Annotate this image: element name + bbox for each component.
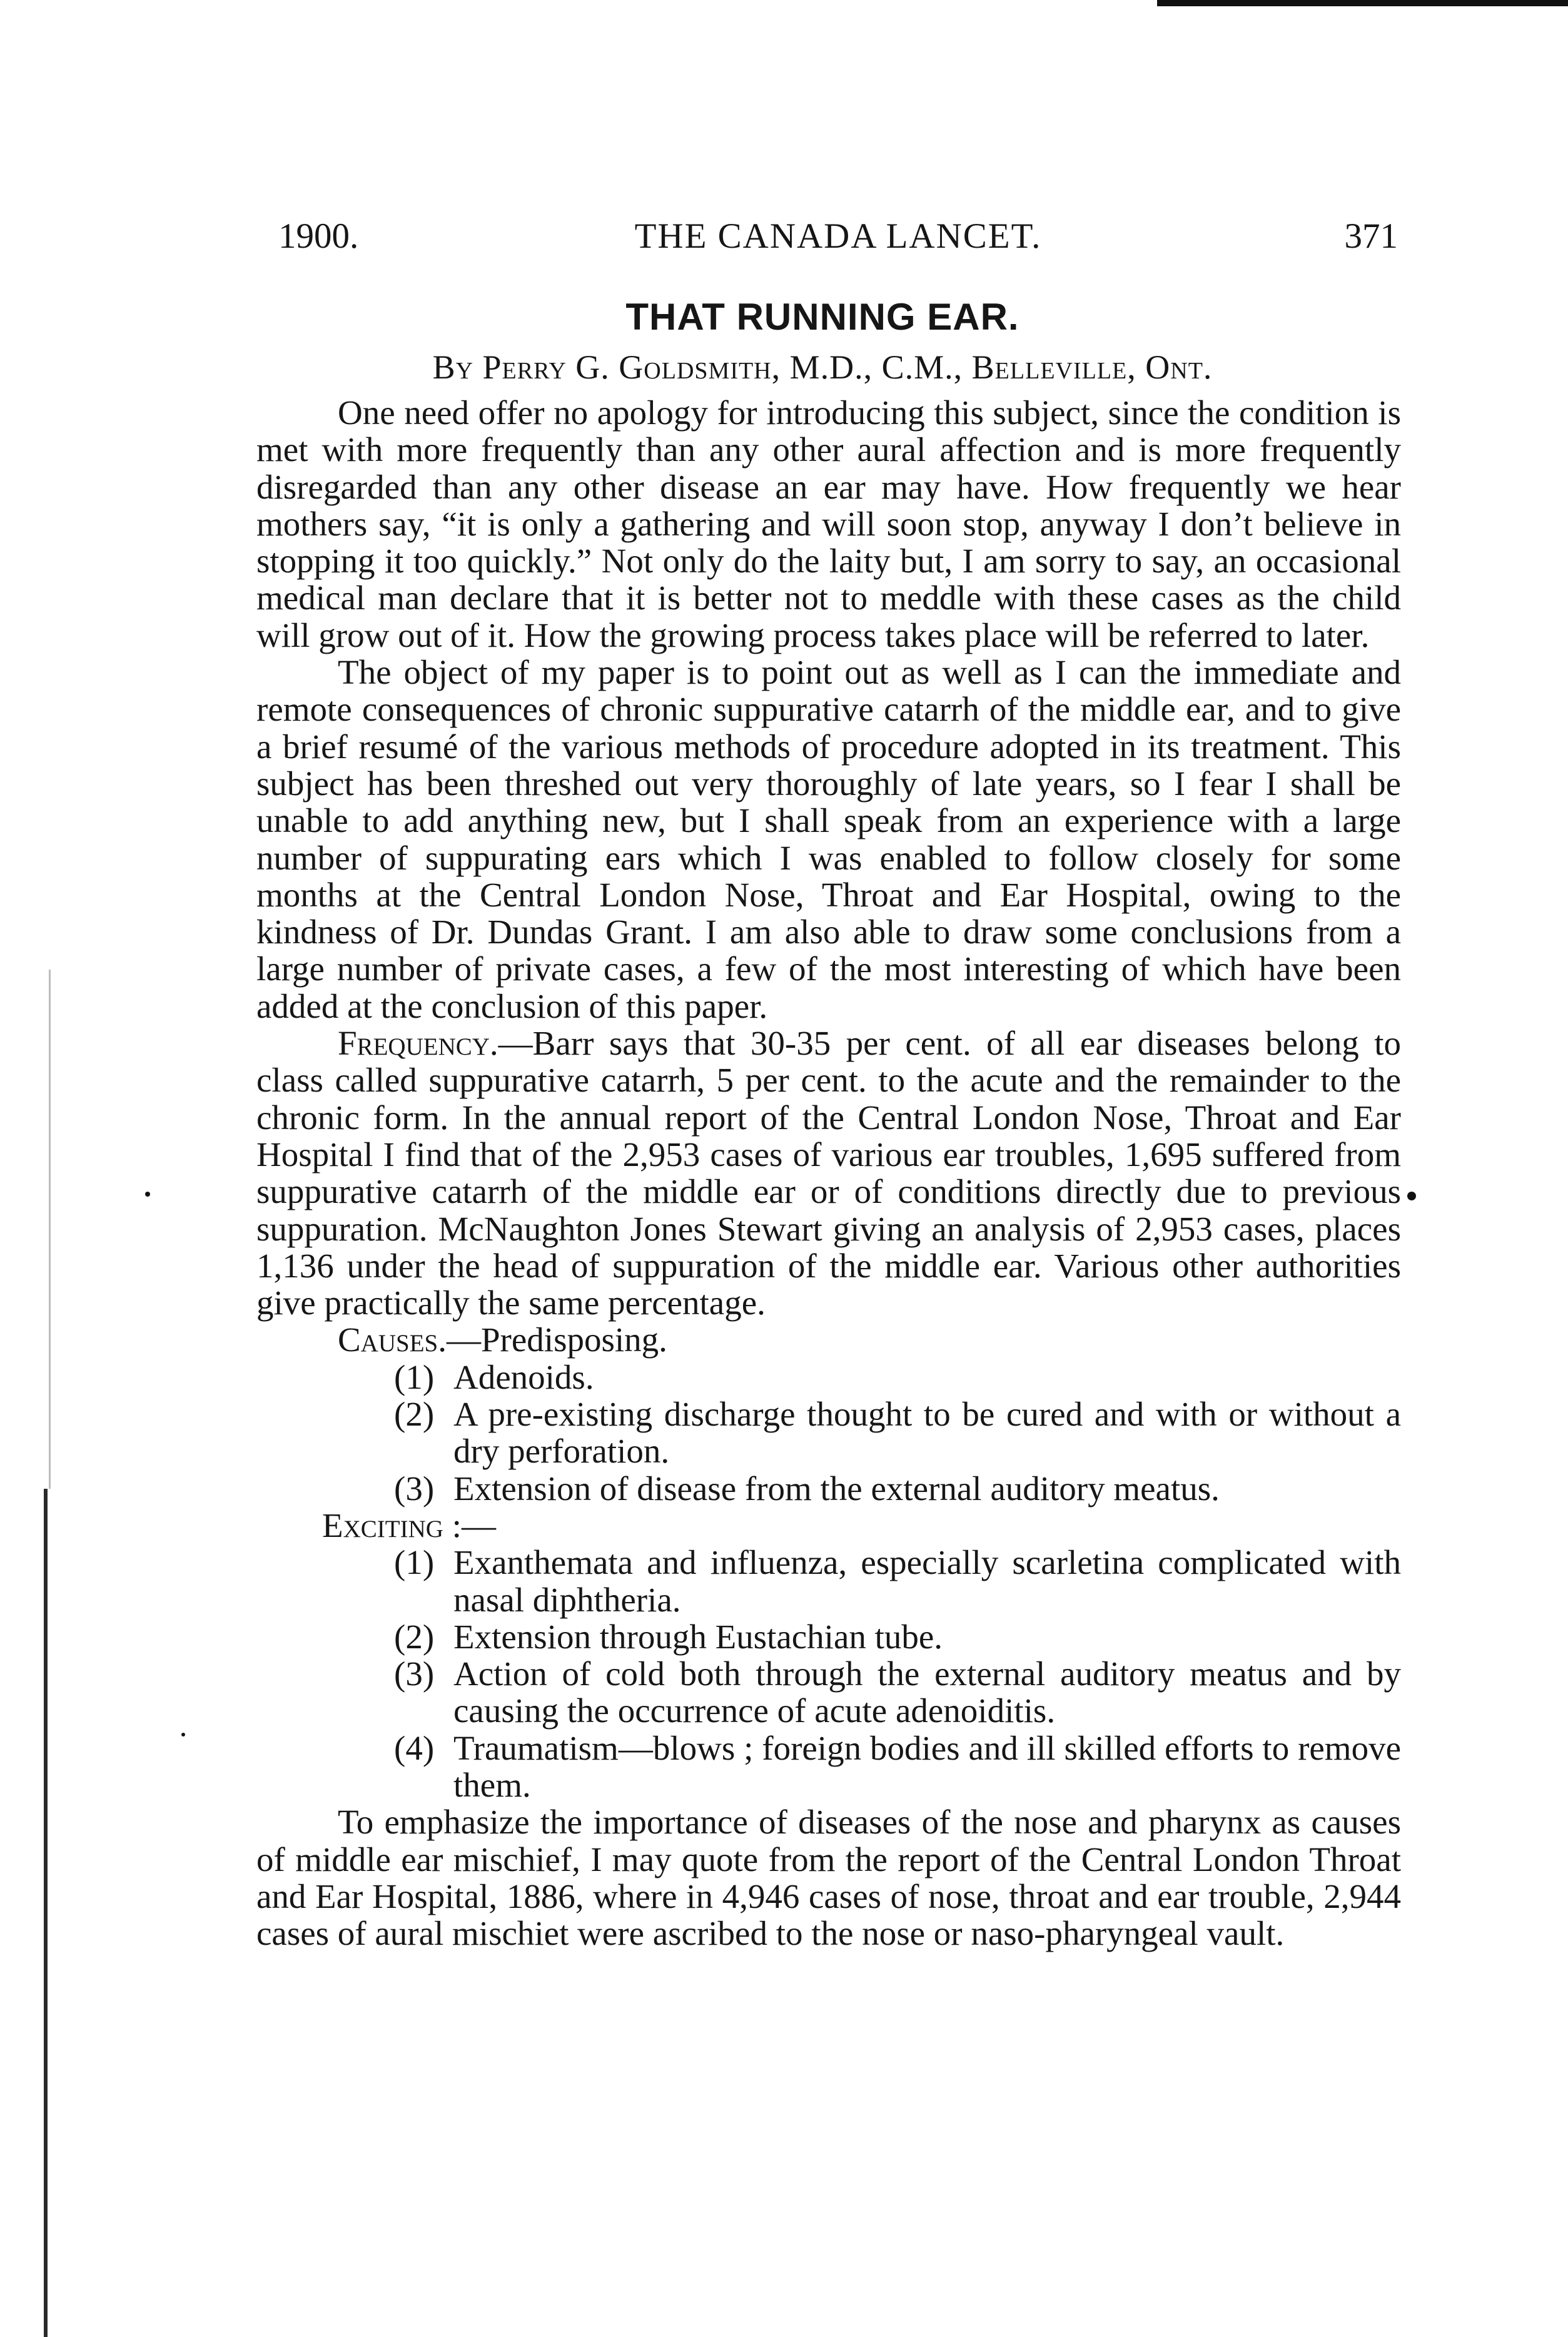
list-number: (2) bbox=[394, 1395, 435, 1434]
list-number: (3) bbox=[394, 1655, 435, 1693]
exciting-heading-line bbox=[256, 1507, 1401, 1544]
list-number: (2) bbox=[394, 1617, 435, 1656]
article-title: THAT RUNNING EAR. bbox=[625, 296, 1019, 338]
list-text: Action of cold both through the external auditory meatus and by causing the occurrence of acute adenoiditis. bbox=[453, 1655, 1401, 1730]
exciting-item bbox=[256, 1544, 1401, 1618]
list-text: Extension of disease from the external auditory meatus. bbox=[453, 1469, 1220, 1508]
scan-binding-edge bbox=[44, 1489, 48, 2337]
article-byline: By Perry G. Goldsmith, M.D., C.M., Belleville, Ont. bbox=[432, 348, 1213, 386]
list-text: A pre-existing discharge thought to be cured and with or without a dry perforation. bbox=[453, 1395, 1401, 1471]
article-body bbox=[256, 394, 1401, 1952]
list-number: (1) bbox=[394, 1357, 435, 1396]
journal-title: THE CANADA LANCET. bbox=[634, 216, 1042, 256]
list-text: Traumatism—blows ; foreign bodies and ill skilled efforts to remove them. bbox=[453, 1728, 1401, 1804]
predisposing-item bbox=[256, 1359, 1401, 1396]
predisposing-label: —Predisposing. bbox=[446, 1321, 667, 1359]
causes-heading: Causes. bbox=[338, 1321, 447, 1359]
list-text: Extension through Eustachian tube. bbox=[453, 1617, 943, 1656]
closing-paragraph: To emphasize the importance of diseases of the nose and pharynx as causes of middle ear mischief, I may quote from the report of the Central London Throat and Ear Hospital, 1886, where in 4,946 cases of nose, throat and ear trouble, 2,944 cases of aural mischiet were ascribed to the nose or naso-pharyngeal vault. bbox=[256, 1803, 1401, 1953]
frequency-paragraph bbox=[256, 1025, 1401, 1321]
running-head bbox=[278, 216, 1398, 260]
exciting-item bbox=[256, 1730, 1401, 1804]
predisposing-item bbox=[256, 1470, 1401, 1507]
exciting-item bbox=[256, 1618, 1401, 1655]
issue-year: 1900. bbox=[278, 216, 359, 256]
scan-top-rule bbox=[1157, 0, 1568, 6]
scan-binding-shadow bbox=[49, 970, 51, 1489]
scan-speck bbox=[1407, 1192, 1416, 1200]
list-number: (4) bbox=[394, 1728, 435, 1767]
scan-speck bbox=[145, 1192, 150, 1197]
predisposing-item bbox=[256, 1396, 1401, 1470]
exciting-heading: Exciting : bbox=[322, 1506, 462, 1544]
list-number: (1) bbox=[394, 1543, 435, 1582]
list-text: Exanthemata and influenza, especially scarletina complicated with nasal diphtheria. bbox=[453, 1543, 1401, 1619]
frequency-text: —Barr says that 30-35 per cent. of all ear diseases belong to class called suppurative catarrh, 5 per cent. to the acute and the remainder to the chronic form. In the annual report of the Central London Nose, Throat and Ear Hospital I find that of the 2,953 cases of various ear troubles, 1,695 suffered from suppurative catarrh of the middle ear or of conditions directly due to previous suppuration. McNaughton Jones Stewart giving an analysis of 2,953 cases, places 1,136 under the head of suppuration of the middle ear. Various other authorities give practically the same percentage. bbox=[256, 1024, 1401, 1322]
exciting-dash: — bbox=[461, 1506, 496, 1544]
list-number: (3) bbox=[394, 1469, 435, 1508]
intro-paragraph-1: One need offer no apology for introducing this subject, since the condition is met with more frequently than any other aural affection and is more frequently disregarded than any other disease an ear may have. How frequently we hear mothers say, “it is only a gathering and will soon stop, anyway I don’t believe in stopping it too quickly.” Not only do the laity but, I am sorry to say, an occasional medical man declare that it is better not to meddle with these cases as the child will grow out of it. How the growing process takes place will be referred to later. bbox=[256, 393, 1401, 654]
intro-paragraph-2: The object of my paper is to point out as well as I can the immediate and remote consequences of chronic suppurative catarrh of the middle ear, and to give a brief resumé of the various methods of procedure adopted in its treatment. This subject has been threshed out very thoroughly of late years, so I fear I shall be unable to add anything new, but I shall speak from an experience with a large number of suppurating ears which I was enabled to follow closely for some months at the Central London Nose, Throat and Ear Hospital, owing to the kindness of Dr. Dundas Grant. I am also able to draw some conclusions from a large number of private cases, a few of the most interesting of which have been added at the conclusion of this paper. bbox=[256, 653, 1401, 1025]
list-text: Adenoids. bbox=[453, 1357, 594, 1396]
page-number: 371 bbox=[1344, 216, 1398, 256]
exciting-item bbox=[256, 1655, 1401, 1730]
scan-speck bbox=[181, 1733, 185, 1736]
causes-heading-line bbox=[256, 1321, 1401, 1358]
frequency-heading: Frequency. bbox=[338, 1024, 498, 1063]
